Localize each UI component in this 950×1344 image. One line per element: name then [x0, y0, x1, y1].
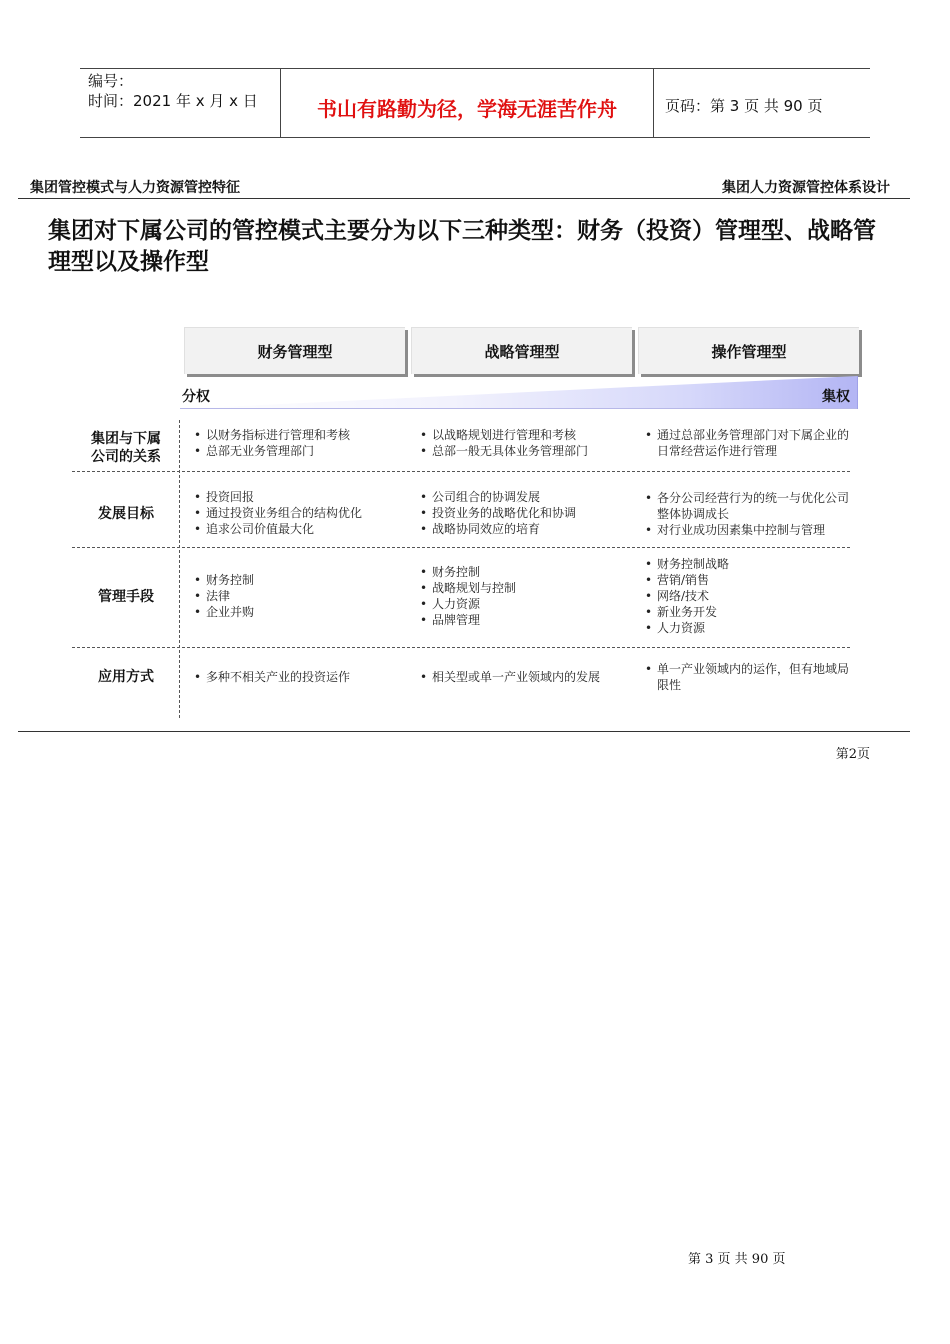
row-label-relationship: 集团与下属公司的关系 [91, 431, 161, 465]
cell-relationship-financial [192, 427, 407, 459]
page-info: 页码：第 3 页 共 90 页 [665, 97, 823, 115]
cell-relationship-strategic [418, 427, 633, 459]
cell-means-operational [643, 556, 853, 636]
motto-text: 书山有路勤为径，学海无涯苦作舟 [317, 97, 617, 121]
column-header-operational: 操作管理型 [638, 327, 859, 374]
row-separator [72, 471, 850, 472]
cell-relationship-operational [643, 427, 853, 459]
cell-means-strategic [418, 564, 633, 628]
list-item: • 投资回报 [192, 489, 407, 505]
list-item: • 网络/技术 [643, 588, 853, 604]
slide-page-number: 第2页 [835, 747, 870, 762]
time-label: 时间：2021 年 x 月 x 日 [88, 92, 258, 110]
document-header [80, 68, 870, 138]
header-meta [80, 69, 281, 137]
list-item: • 各分公司经营行为的统一与优化公司整体协调成长 [643, 490, 853, 522]
bottom-divider [18, 731, 910, 732]
list-item: • 人力资源 [418, 596, 633, 612]
cell-goal-operational [643, 490, 853, 538]
row-separator [72, 547, 850, 548]
section-right-title: 集团人力资源管控体系设计 [722, 180, 890, 196]
list-item: • 品牌管理 [418, 612, 633, 628]
list-item: • 公司组合的协调发展 [418, 489, 633, 505]
number-label: 编号： [88, 72, 134, 90]
cell-means-financial [192, 572, 407, 620]
list-item: • 通过投资业务组合的结构优化 [192, 505, 407, 521]
top-divider [18, 198, 910, 199]
list-item: • 企业并购 [192, 604, 407, 620]
cell-goal-strategic [418, 489, 633, 537]
header-motto-cell [281, 69, 654, 137]
list-item: • 财务控制战略 [643, 556, 853, 572]
section-left-title: 集团管控模式与人力资源管控特征 [30, 180, 240, 196]
list-item: • 总部无业务管理部门 [192, 443, 407, 459]
list-item: • 追求公司价值最大化 [192, 521, 407, 537]
list-item: • 法律 [192, 588, 407, 604]
list-item: • 以战略规划进行管理和考核 [418, 427, 633, 443]
column-header-strategic: 战略管理型 [411, 327, 632, 374]
centralized-label: 集权 [822, 389, 850, 405]
row-label-means: 管理手段 [98, 589, 154, 605]
page-footer: 第 3 页 共 90 页 [688, 1252, 786, 1267]
list-item: • 战略规划与控制 [418, 580, 633, 596]
list-item: • 投资业务的战略优化和协调 [418, 505, 633, 521]
row-label-goal: 发展目标 [98, 506, 154, 522]
list-item: • 通过总部业务管理部门对下属企业的日常经营运作进行管理 [643, 427, 853, 459]
decentralized-label: 分权 [182, 389, 210, 405]
centralization-gradient [180, 376, 858, 409]
list-item: • 财务控制 [192, 572, 407, 588]
list-item: • 单一产业领域内的运作，但有地域局限性 [643, 661, 853, 693]
list-item: • 新业务开发 [643, 604, 853, 620]
row-label-application: 应用方式 [98, 669, 154, 685]
cell-application-strategic [418, 669, 633, 685]
row-separator [72, 647, 850, 648]
list-item: • 战略协同效应的培育 [418, 521, 633, 537]
list-item: • 对行业成功因素集中控制与管理 [643, 522, 853, 538]
list-item: • 总部一般无具体业务管理部门 [418, 443, 633, 459]
list-item: • 营销/销售 [643, 572, 853, 588]
column-header-financial: 财务管理型 [184, 327, 405, 374]
list-item: • 财务控制 [418, 564, 633, 580]
cell-application-operational [643, 661, 853, 693]
list-item: • 人力资源 [643, 620, 853, 636]
header-page-cell [655, 69, 870, 137]
cell-goal-financial [192, 489, 407, 537]
list-item: • 多种不相关产业的投资运作 [192, 669, 407, 685]
list-item: • 相关型或单一产业领域内的发展 [418, 669, 633, 685]
main-title: 集团对下属公司的管控模式主要分为以下三种类型：财务（投资）管理型、战略管理型以及操作型 [48, 218, 876, 275]
list-item: • 以财务指标进行管理和考核 [192, 427, 407, 443]
cell-application-financial [192, 669, 407, 685]
row-label-divider [179, 420, 180, 718]
